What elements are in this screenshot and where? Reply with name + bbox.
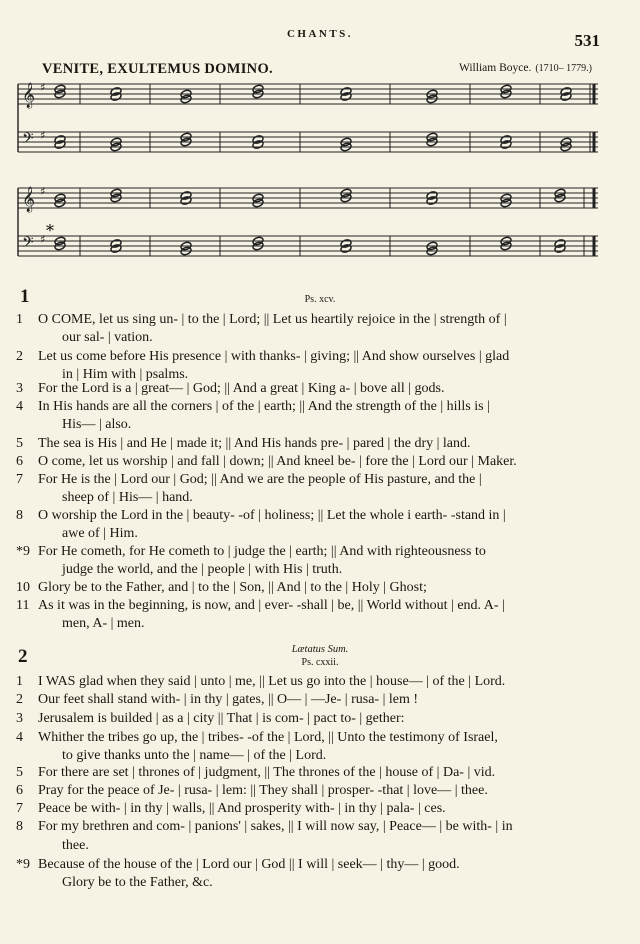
verse-number: 2 xyxy=(16,349,23,364)
verse-line: Because of the house of the | Lord our | God || I will | seek— | thy— | good. xyxy=(38,857,460,872)
composer-dates: (1710– 1779.) xyxy=(535,63,592,74)
page-number: 531 xyxy=(574,31,600,50)
verse-line: In His hands are all the corners | of the | earth; || And the strength of the | hills is | xyxy=(38,399,490,414)
verse-line: For there are set | thrones of | judgment, || The thrones of the | house of | Da- | vid. xyxy=(38,765,496,780)
key-signature: ♯ xyxy=(40,233,46,246)
verse-number: 7 xyxy=(16,472,23,487)
verse-line: Whither the tribes go up, the | tribes- -of the | Lord, || Unto the testimony of Israel, xyxy=(38,730,498,745)
psalm-number-2: 2 xyxy=(18,646,28,667)
verse-line: Glory be to the Father, and | to the | Son, || And | to the | Holy | Ghost; xyxy=(38,580,427,595)
psalm-latin-title-2: Lætatus Sum. xyxy=(291,644,349,655)
verse-continuation: in | Him with | psalms. xyxy=(62,367,189,382)
verse-line: Let us come before His presence | with thanks- | giving; || And show ourselves | glad xyxy=(38,349,510,364)
verse-number: 4 xyxy=(16,399,23,414)
psalm-reference-1: Ps. xcv. xyxy=(304,294,336,305)
verse-number: *9 xyxy=(16,544,30,559)
verse-number: 5 xyxy=(16,436,23,451)
composer-name: William Boyce. xyxy=(458,62,532,74)
verse-line: For my brethren and com- | panions' | sakes, || I will now say, | Peace— | be with- | in xyxy=(38,819,513,834)
verse-number: 2 xyxy=(16,692,23,707)
verse-continuation: men, A- | men. xyxy=(62,616,145,631)
chant-title: VENITE, EXULTEMUS DOMINO. xyxy=(42,61,273,77)
verse-number: 4 xyxy=(16,730,23,745)
clef-signs xyxy=(22,81,45,255)
verse-number: 5 xyxy=(16,765,23,780)
verse-line: O COME, let us sing un- | to the | Lord; || Let us heartily rejoice in the | strength of | xyxy=(38,312,507,327)
music-score xyxy=(0,0,640,290)
running-head: CHANTS. xyxy=(286,28,354,40)
verse-continuation: Glory be to the Father, &c. xyxy=(62,875,213,890)
verse-continuation: our sal- | vation. xyxy=(62,330,153,345)
verse-number: 6 xyxy=(16,783,23,798)
refrain-marker: * xyxy=(46,221,54,240)
verse-number: 6 xyxy=(16,454,23,469)
bass-clef: 𝄢 xyxy=(22,234,34,255)
key-signature: ♯ xyxy=(40,185,46,198)
verse-line: O come, let us worship | and fall | down; || And kneel be- | fore the | Lord our | Maker. xyxy=(38,454,517,469)
verse-line: Peace be with- | in thy | walls, || And prosperity with- | in thy | pala- | ces. xyxy=(38,801,446,816)
verse-continuation: to give thanks unto the | name— | of the | Lord. xyxy=(62,748,327,763)
key-signature: ♯ xyxy=(40,81,46,94)
verse-line: O worship the Lord in the | beauty- -of | holiness; || Let the whole i earth- -stand in | xyxy=(38,508,506,523)
verse-number: 1 xyxy=(16,674,23,689)
verse-number: *9 xyxy=(16,857,30,872)
verse-number: 1 xyxy=(16,312,23,327)
verse-continuation: sheep of | His— | hand. xyxy=(62,490,193,505)
staff-lines xyxy=(18,84,598,256)
treble-clef: 𝄞 xyxy=(22,83,36,108)
notes xyxy=(54,84,572,256)
verse-number: 3 xyxy=(16,381,23,396)
verse-line: The sea is His | and He | made it; || And His hands pre- | pared | the dry | land. xyxy=(38,436,471,451)
verse-continuation: thee. xyxy=(62,838,89,853)
verse-line: Our feet shall stand with- | in thy | gates, || O— | —Je- | rusa- | lem ! xyxy=(38,692,419,707)
verse-number: 10 xyxy=(16,580,30,595)
psalm-number-1: 1 xyxy=(20,286,30,307)
verse-line: As it was in the beginning, is now, and | ever- -shall | be, || World without | end. A- | xyxy=(38,598,505,613)
verse-line: For the Lord is a | great— | God; || And a great | King a- | bove all | gods. xyxy=(38,381,445,396)
verse-line: For He is the | Lord our | God; || And we are the people of His pasture, and the | xyxy=(38,472,482,487)
bar-lines xyxy=(18,84,594,256)
key-signature: ♯ xyxy=(40,129,46,142)
verse-continuation: His— | also. xyxy=(62,417,132,432)
treble-clef: 𝄞 xyxy=(22,187,36,212)
verse-continuation: awe of | Him. xyxy=(62,526,138,541)
verse-continuation: judge the world, and the | people | with His | truth. xyxy=(62,562,343,577)
verse-line: Pray for the peace of Je- | rusa- | lem: || They shall | prosper- -that | love— | thee. xyxy=(38,783,488,798)
verse-number: 8 xyxy=(16,508,23,523)
verse-number: 11 xyxy=(16,598,30,613)
verse-number: 3 xyxy=(16,711,23,726)
psalm-reference-2: Ps. cxxii. xyxy=(301,657,339,668)
verse-line: Jerusalem is builded | as a | city || That | is com- | pact to- | gether: xyxy=(38,711,405,726)
verse-number: 7 xyxy=(16,801,23,816)
verse-line: I WAS glad when they said | unto | me, || Let us go into the | house— | of the | Lord. xyxy=(38,674,506,689)
verse-line: For He cometh, for He cometh to | judge the | earth; || And with righteousness to xyxy=(38,544,486,559)
bass-clef: 𝄢 xyxy=(22,130,34,151)
verse-number: 8 xyxy=(16,819,23,834)
